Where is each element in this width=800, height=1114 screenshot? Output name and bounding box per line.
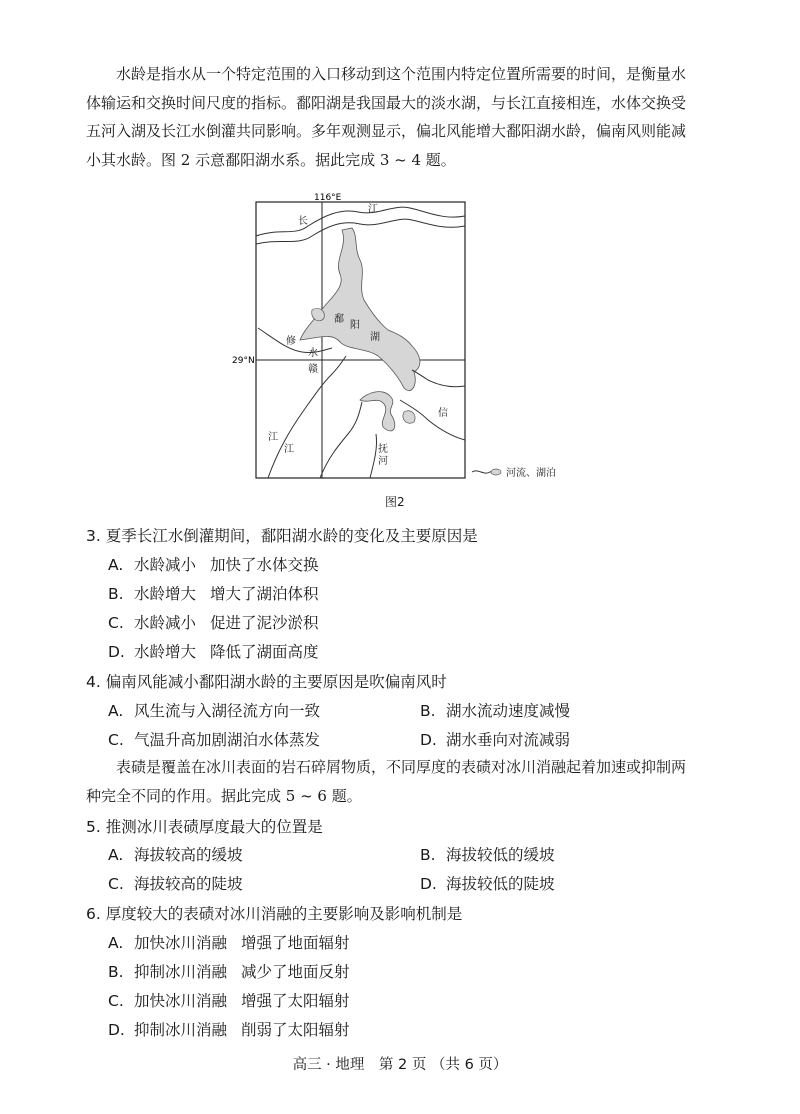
- q6-option-a[interactable]: [108, 931, 350, 953]
- q5-option-label: C.: [108, 875, 124, 893]
- q6-option-b-part1: 抑制冰川消融: [134, 963, 228, 981]
- q4-option-d[interactable]: [420, 728, 570, 750]
- q3-stem: 3. 夏季长江水倒灌期间，鄱阳湖水龄的变化及主要原因是: [86, 527, 478, 545]
- figure-caption: 图2: [385, 495, 405, 509]
- q3-option-a[interactable]: [108, 553, 319, 575]
- q5-option-a[interactable]: [108, 843, 243, 865]
- q6-option-d-part2: 削弱了太阳辐射: [241, 1021, 350, 1039]
- poyang-lake-map: [228, 190, 588, 490]
- q5-option-c-text: 海拔较高的陡坡: [134, 875, 243, 893]
- intro1-line-1: 水龄是指水从一个特定范围的入口移动到这个范围内特定位置所需要的时间，是衡量水: [116, 65, 687, 83]
- lat-label: 29°N: [232, 356, 255, 366]
- q4-option-a-text: 风生流与入湖径流方向一致: [134, 702, 321, 720]
- q4-stem: 4. 偏南风能减小鄱阳湖水龄的主要原因是吹偏南风时: [86, 673, 447, 691]
- q3-option-b[interactable]: [108, 582, 319, 604]
- page-footer: 高三 · 地理 第 2 页 （共 6 页）: [292, 1057, 508, 1073]
- q3-option-d-part2: 降低了湖面高度: [210, 643, 319, 661]
- q6-option-c-part2: 增强了太阳辐射: [241, 992, 350, 1010]
- gan-river-branch: [320, 402, 362, 478]
- label-xiu: 修: [286, 336, 296, 347]
- q6-option-label: A.: [108, 934, 124, 952]
- label-chang: 长: [298, 216, 308, 227]
- q6-option-a-part1: 加快冰川消融: [134, 934, 228, 952]
- q6-option-label: B.: [108, 963, 124, 981]
- q5-option-c[interactable]: [108, 872, 243, 894]
- q6-option-c-part1: 加快冰川消融: [134, 992, 228, 1010]
- fu-river: [370, 434, 377, 478]
- gan-river: [268, 356, 346, 478]
- q5-option-label: D.: [420, 875, 437, 893]
- q4-option-label: D.: [420, 731, 437, 749]
- q4-option-d-text: 湖水垂向对流减弱: [446, 731, 571, 749]
- q5-stem: 5. 推测冰川表碛厚度最大的位置是: [86, 818, 323, 836]
- intro-paragraph-2: [86, 753, 726, 810]
- q3-option-label: C.: [108, 614, 124, 632]
- q5-option-label: A.: [108, 846, 124, 864]
- q6-option-b[interactable]: [108, 960, 350, 982]
- lake-small-2: [403, 411, 415, 424]
- rao-river: [412, 370, 465, 387]
- intro1-line-4: 小其水龄。图 2 示意鄱阳湖水系。据此完成 3 ~ 4 题。: [86, 150, 456, 169]
- q3-option-label: D.: [108, 643, 125, 661]
- q4-option-label: A.: [108, 702, 124, 720]
- lake-south-arm: [360, 392, 395, 431]
- q4-option-label: C.: [108, 731, 124, 749]
- q3-option-label: A.: [108, 556, 124, 574]
- q6-option-c[interactable]: [108, 989, 350, 1011]
- q6-option-b-part2: 减少了地面反射: [241, 963, 350, 981]
- q6-option-d-part1: 抑制冰川消融: [134, 1021, 228, 1039]
- label-gan: 赣: [308, 364, 318, 375]
- label-shui: 水: [308, 348, 318, 359]
- label-hu: 湖: [370, 332, 380, 343]
- q3-option-a-part1: 水龄减小: [134, 556, 197, 574]
- q3-option-label: B.: [108, 585, 124, 603]
- q4-option-c-text: 气温升高加剧湖泊水体蒸发: [134, 731, 321, 749]
- label-fu: 抚: [378, 444, 388, 455]
- q4-option-b[interactable]: [420, 699, 570, 721]
- q3-option-c-part2: 促进了泥沙淤积: [210, 614, 319, 632]
- q4-option-c[interactable]: [108, 728, 320, 750]
- lon-label: 116°E: [314, 193, 342, 203]
- label-he: 河: [378, 456, 388, 467]
- q3-option-d-part1: 水龄增大: [134, 643, 197, 661]
- q3-option-b-part1: 水龄增大: [134, 585, 197, 603]
- q3-option-c-part1: 水龄减小: [134, 614, 197, 632]
- label-po: 鄱: [334, 314, 344, 325]
- intro1-line-2: 体输运和交换时间尺度的指标。鄱阳湖是我国最大的淡水湖，与长江直接相连，水体交换受: [86, 93, 687, 112]
- q4-option-label: B.: [420, 702, 436, 720]
- label-jiang-left: 江: [268, 432, 278, 443]
- label-jiang: 江: [368, 204, 378, 215]
- q6-stem: 6. 厚度较大的表碛对冰川消融的主要影响及影响机制是: [86, 905, 463, 923]
- q3-option-a-part2: 加快了水体交换: [210, 556, 319, 574]
- intro2-line-2: 种完全不同的作用。据此完成 5 ~ 6 题。: [86, 786, 362, 805]
- q5-option-b[interactable]: [420, 843, 555, 865]
- q5-option-d[interactable]: [420, 872, 555, 894]
- lake-small-1: [312, 308, 325, 320]
- legend-label: 河流、湖泊: [506, 468, 556, 479]
- q3-option-d[interactable]: [108, 640, 319, 662]
- q6-option-label: D.: [108, 1021, 125, 1039]
- intro-paragraph-1: [86, 60, 726, 174]
- q3-option-b-part2: 增大了湖泊体积: [210, 585, 319, 603]
- label-xin: 信: [438, 408, 448, 419]
- q3-option-c[interactable]: [108, 611, 319, 633]
- q6-option-d[interactable]: [108, 1018, 350, 1040]
- legend-lake-icon: [491, 469, 501, 475]
- q4-option-b-text: 湖水流动速度减慢: [446, 702, 571, 720]
- intro1-line-3: 五河入湖及长江水倒灌共同影响。多年观测显示，偏北风能增大鄱阳湖水龄，偏南风则能减: [86, 122, 687, 140]
- q6-option-a-part2: 增强了地面辐射: [241, 934, 350, 952]
- q5-option-b-text: 海拔较低的缓坡: [446, 846, 555, 864]
- intro2-line-1: 表碛是覆盖在冰川表面的岩石碎屑物质，不同厚度的表碛对冰川消融起着加速或抑制两: [116, 758, 687, 776]
- yangtze-river-north: [256, 207, 465, 236]
- q5-option-label: B.: [420, 846, 436, 864]
- label-yang: 阳: [350, 320, 360, 331]
- label-gan-jiang: 江: [284, 444, 294, 455]
- q6-option-label: C.: [108, 992, 124, 1010]
- q5-option-a-text: 海拔较高的缓坡: [134, 846, 243, 864]
- q4-option-a[interactable]: [108, 699, 320, 721]
- q5-option-d-text: 海拔较低的陡坡: [446, 875, 555, 893]
